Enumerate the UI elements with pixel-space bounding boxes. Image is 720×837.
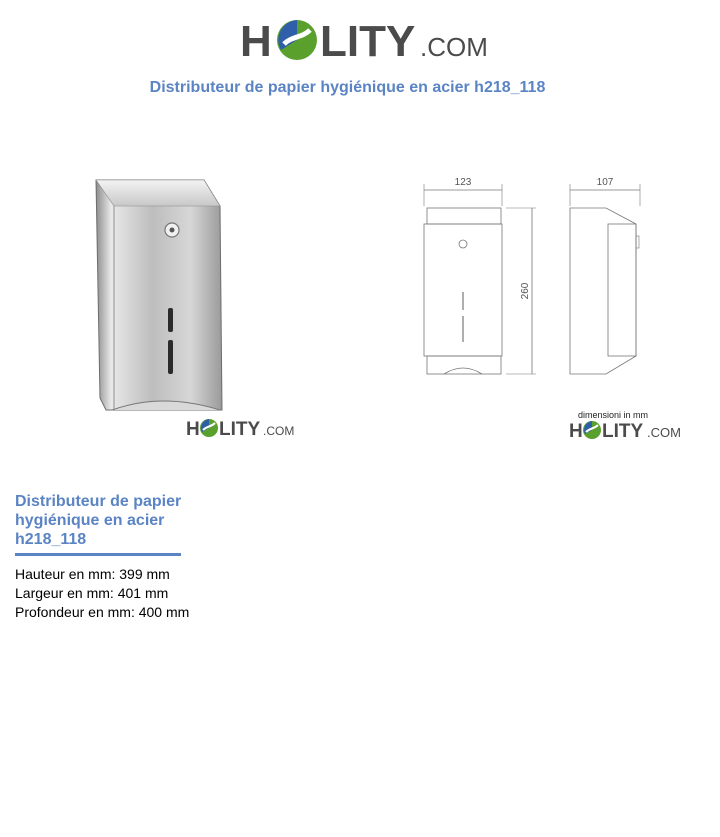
logo-o-icon <box>200 419 218 437</box>
spec-divider <box>15 553 181 556</box>
photo-brand-logo <box>186 416 296 440</box>
height-dimension-label: 260 <box>520 282 531 300</box>
product-photo <box>92 176 232 416</box>
svg-text:H: H <box>569 421 583 442</box>
spec-height: Hauteur en mm: 399 mm <box>15 566 170 582</box>
spec-depth: Profondeur en mm: 400 mm <box>15 604 190 620</box>
spec-list <box>15 565 189 622</box>
logo-o-icon <box>277 20 317 60</box>
spec-width: Largeur en mm: 401 mm <box>15 585 169 601</box>
svg-text:.COM: .COM <box>647 425 681 440</box>
svg-text:H: H <box>240 17 272 66</box>
technical-drawing <box>410 170 660 385</box>
dimensions-note: dimensioni in mm <box>578 410 649 420</box>
svg-text:LITY: LITY <box>602 421 644 442</box>
brand-logo-graphic <box>240 14 490 66</box>
logo-o-icon <box>583 421 601 439</box>
brand-logo[interactable] <box>240 14 490 66</box>
svg-text:LITY: LITY <box>219 419 261 440</box>
page-title: Distributeur de papier hygiénique en acier h218_118 <box>149 79 546 96</box>
spec-title: Distributeur de papier hygiénique en acier h218_118 <box>15 493 182 548</box>
width-dimension-label: 123 <box>454 177 472 188</box>
drawing-brand-logo <box>569 418 689 442</box>
depth-dimension-label: 107 <box>596 177 614 188</box>
svg-text:.COM: .COM <box>263 424 295 438</box>
svg-text:LITY: LITY <box>320 17 416 66</box>
svg-text:.COM: .COM <box>420 32 488 62</box>
svg-text:H: H <box>186 419 200 440</box>
